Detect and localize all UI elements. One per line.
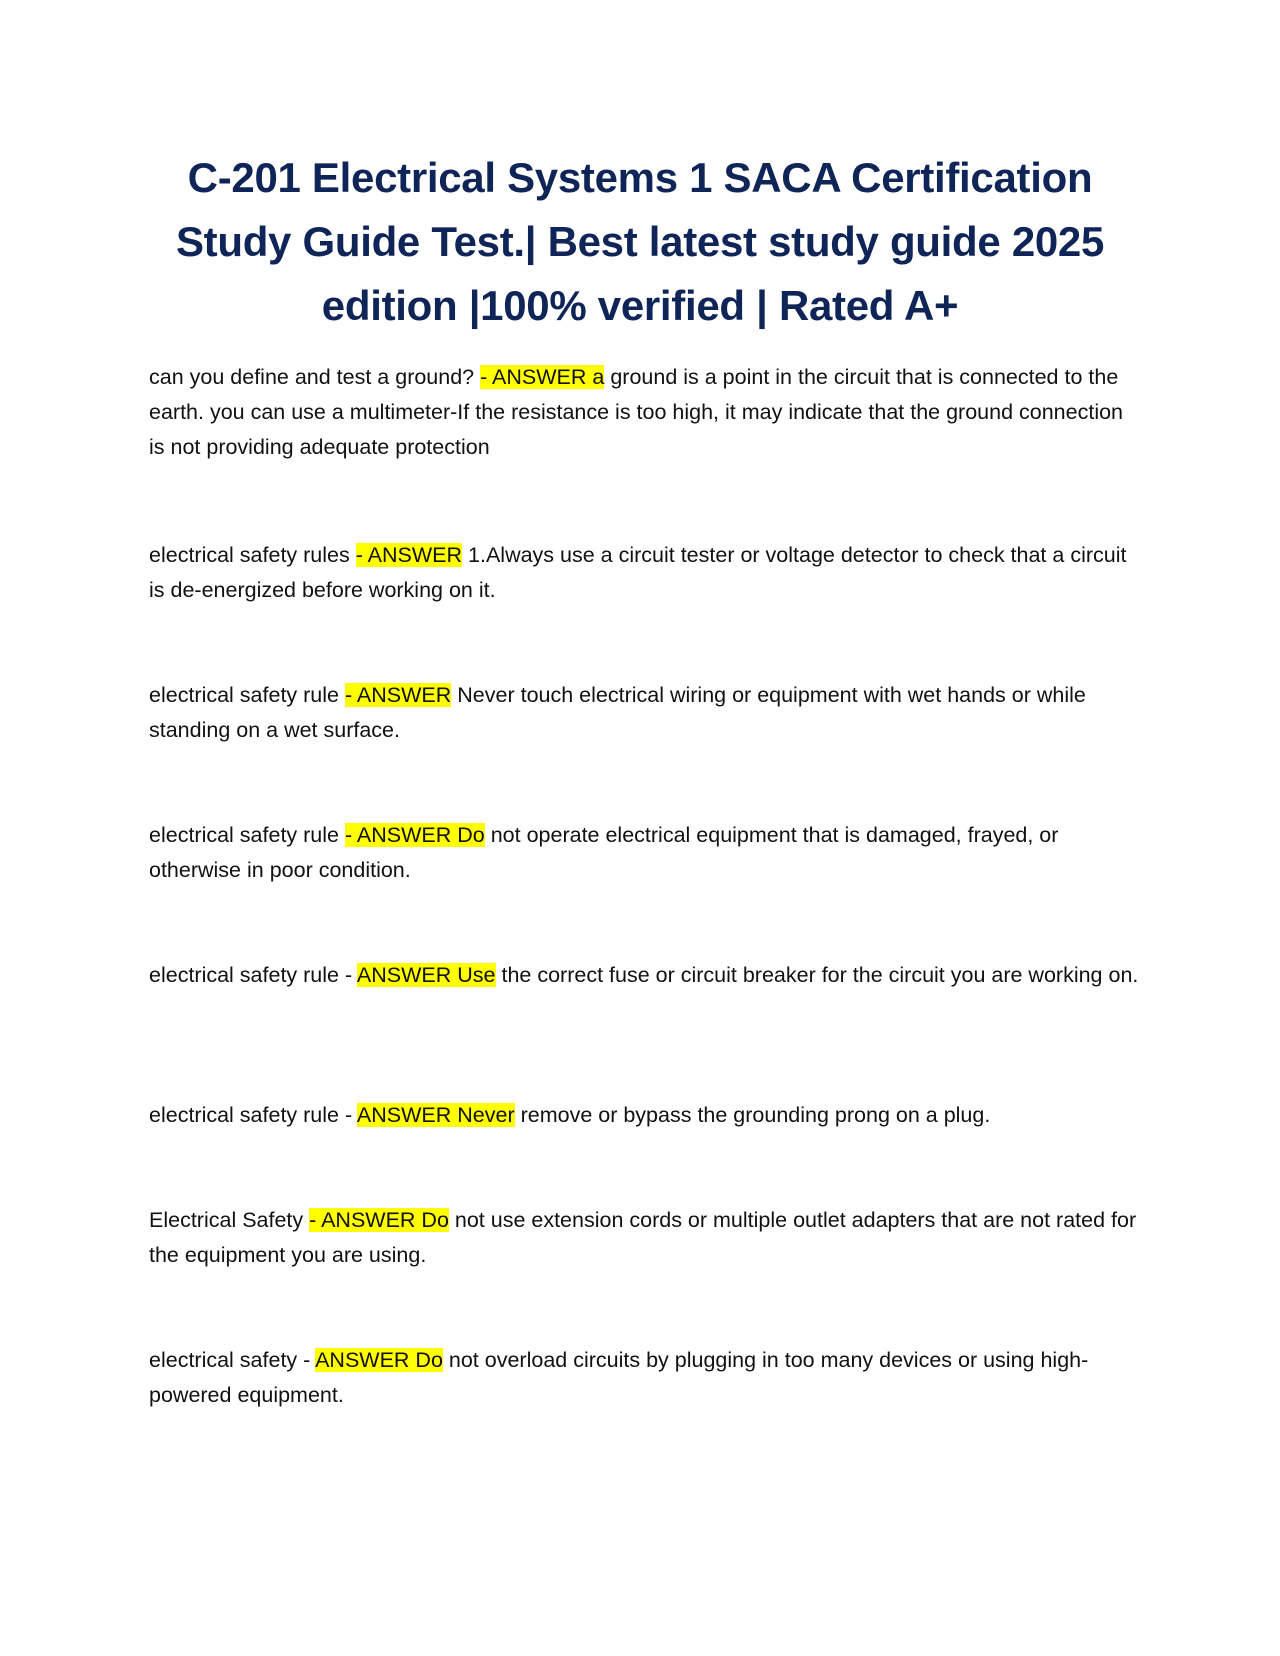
answer-highlight: ANSWER Use (356, 963, 496, 987)
question-text: electrical safety rule (149, 823, 345, 847)
question-text: electrical safety rule (149, 683, 345, 707)
qa-entry (149, 958, 1139, 993)
answer-highlight: - ANSWER Do (309, 1208, 449, 1232)
answer-highlight: - ANSWER (355, 543, 463, 567)
question-text: electrical safety - (149, 1348, 316, 1372)
answer-highlight: - ANSWER Do (344, 823, 485, 847)
answer-text: Never touch electrical wiring or equipment with wet hands or while standing on a wet surface. (149, 683, 1086, 742)
question-text: electrical safety rule - (149, 1103, 357, 1127)
answer-highlight: - ANSWER a (480, 365, 605, 389)
answer-text: not operate electrical equipment that is damaged, frayed, or otherwise in poor condition. (149, 823, 1059, 882)
answer-highlight: ANSWER Never (356, 1103, 515, 1127)
answer-highlight: - ANSWER (344, 683, 452, 707)
question-text: Electrical Safety (149, 1208, 310, 1232)
document-title: C-201 Electrical Systems 1 SACA Certification Study Guide Test.| Best latest study guide 2025 edition |100% verified | Rated A+ (175, 154, 1105, 329)
qa-entry (149, 818, 1139, 888)
answer-text: ground is a point in the circuit that is connected to the earth. you can use a multimeter-If the resistance is too high, it may indicate that the ground connection is not providing adequate protection (149, 365, 1124, 459)
qa-entry (149, 678, 1139, 748)
question-text: electrical safety rule - (149, 963, 357, 987)
answer-text: not use extension cords or multiple outlet adapters that are not rated for the equipment you are using. (149, 1208, 1137, 1267)
qa-entry (149, 360, 1139, 465)
qa-entry (149, 538, 1139, 608)
answer-text: the correct fuse or circuit breaker for the circuit you are working on. (495, 963, 1139, 987)
qa-entry (149, 1343, 1139, 1413)
qa-entry (149, 1203, 1139, 1273)
answer-text: remove or bypass the grounding prong on a plug. (514, 1103, 991, 1127)
answer-text: 1.Always use a circuit tester or voltage detector to check that a circuit is de-energized before working on it. (149, 543, 1127, 602)
qa-entry (149, 1098, 1139, 1133)
question-text: electrical safety rules (149, 543, 356, 567)
answer-text: not overload circuits by plugging in too many devices or using high-powered equipment. (149, 1348, 1089, 1407)
answer-highlight: ANSWER Do (315, 1348, 443, 1372)
question-text: can you define and test a ground? (149, 365, 481, 389)
